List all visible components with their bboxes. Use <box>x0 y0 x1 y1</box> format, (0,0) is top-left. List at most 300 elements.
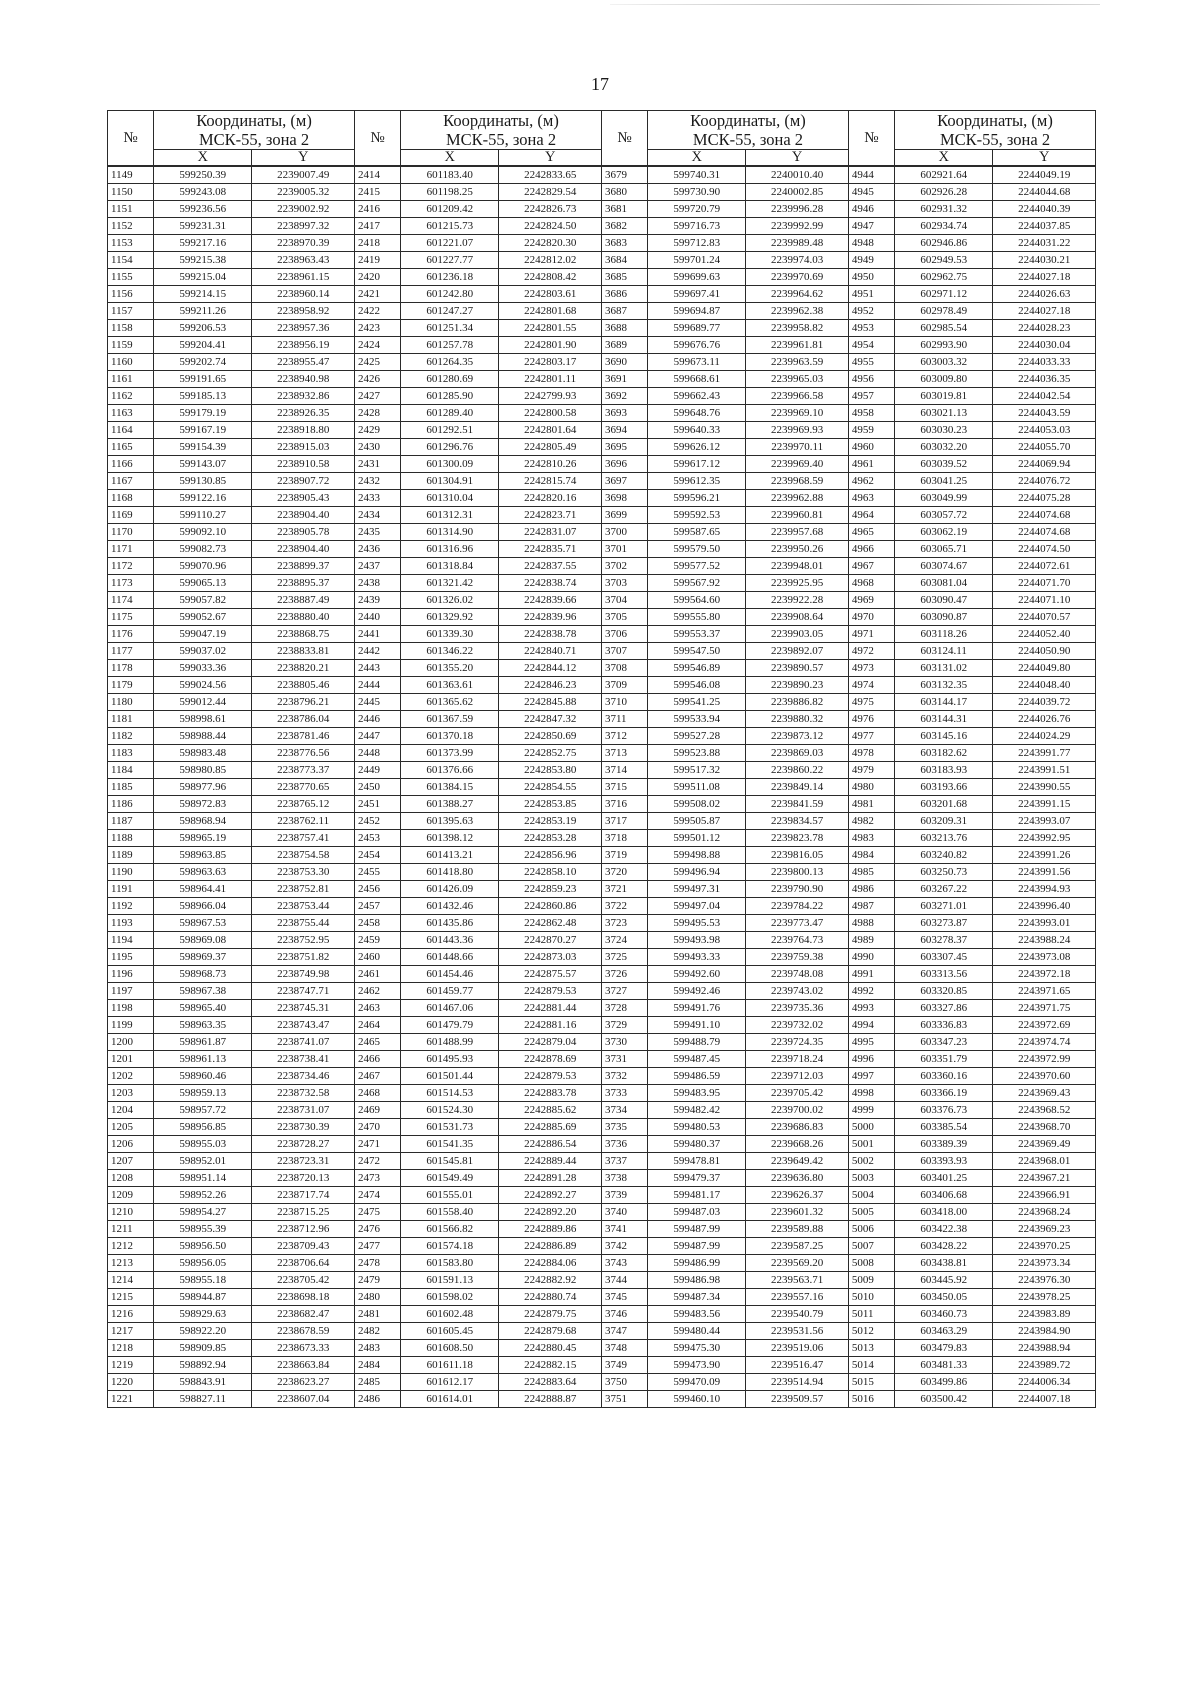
x-value: 599487.03 <box>648 1204 746 1221</box>
point-number: 1163 <box>108 405 154 422</box>
y-value: 2242853.19 <box>499 813 601 830</box>
x-value: 599626.12 <box>648 439 746 456</box>
y-value: 2242875.57 <box>499 966 601 983</box>
table-row <box>108 1017 1096 1034</box>
y-value: 2239735.36 <box>746 1000 848 1017</box>
x-value: 598956.50 <box>154 1238 252 1255</box>
point-number: 5005 <box>848 1204 894 1221</box>
y-value: 2242860.86 <box>499 898 601 915</box>
point-number: 4946 <box>848 201 894 218</box>
x-value: 599730.90 <box>648 184 746 201</box>
x-value: 601395.63 <box>401 813 499 830</box>
x-value: 601292.51 <box>401 422 499 439</box>
point-number: 5012 <box>848 1323 894 1340</box>
y-value: 2244053.03 <box>993 422 1096 439</box>
point-number: 2485 <box>354 1374 400 1391</box>
y-value: 2240002.85 <box>746 184 848 201</box>
x-value: 599517.32 <box>648 762 746 779</box>
x-value: 601602.48 <box>401 1306 499 1323</box>
coordinates-header <box>895 111 1096 150</box>
point-number: 4949 <box>848 252 894 269</box>
y-value: 2242870.27 <box>499 932 601 949</box>
x-value: 599505.87 <box>648 813 746 830</box>
x-value: 602921.64 <box>895 166 993 184</box>
y-value: 2238754.58 <box>252 847 354 864</box>
x-header: X <box>648 150 746 167</box>
point-number: 3726 <box>601 966 647 983</box>
x-value: 603144.31 <box>895 711 993 728</box>
x-value: 599211.26 <box>154 303 252 320</box>
table-row <box>108 881 1096 898</box>
x-value: 601365.62 <box>401 694 499 711</box>
y-value: 2238805.46 <box>252 677 354 694</box>
point-number: 4972 <box>848 643 894 660</box>
x-value: 599024.56 <box>154 677 252 694</box>
point-number: 1203 <box>108 1085 154 1102</box>
table-row <box>108 1051 1096 1068</box>
y-value: 2244030.21 <box>993 252 1096 269</box>
x-value: 603450.05 <box>895 1289 993 1306</box>
x-value: 599486.99 <box>648 1255 746 1272</box>
y-value: 2238773.37 <box>252 762 354 779</box>
x-value: 599533.94 <box>648 711 746 728</box>
point-number: 1182 <box>108 728 154 745</box>
point-number: 3696 <box>601 456 647 473</box>
y-value: 2244044.68 <box>993 184 1096 201</box>
y-value: 2242879.53 <box>499 1068 601 1085</box>
point-number: 4947 <box>848 218 894 235</box>
x-value: 599215.04 <box>154 269 252 286</box>
point-number: 2444 <box>354 677 400 694</box>
y-value: 2239964.62 <box>746 286 848 303</box>
point-number: 3698 <box>601 490 647 507</box>
y-value: 2239649.42 <box>746 1153 848 1170</box>
x-value: 603009.80 <box>895 371 993 388</box>
x-value: 598960.46 <box>154 1068 252 1085</box>
point-number: 2437 <box>354 558 400 575</box>
x-value: 603209.31 <box>895 813 993 830</box>
x-value: 599495.53 <box>648 915 746 932</box>
y-value: 2238776.56 <box>252 745 354 762</box>
x-value: 598909.85 <box>154 1340 252 1357</box>
y-value: 2239962.88 <box>746 490 848 507</box>
x-value: 603062.19 <box>895 524 993 541</box>
y-value: 2238741.07 <box>252 1034 354 1051</box>
y-value: 2242882.92 <box>499 1272 601 1289</box>
point-number: 4955 <box>848 354 894 371</box>
x-value: 599143.07 <box>154 456 252 473</box>
x-value: 598968.73 <box>154 966 252 983</box>
y-value: 2242873.03 <box>499 949 601 966</box>
x-value: 603481.33 <box>895 1357 993 1374</box>
x-value: 599493.98 <box>648 932 746 949</box>
point-number: 2445 <box>354 694 400 711</box>
x-value: 598963.85 <box>154 847 252 864</box>
x-value: 599154.39 <box>154 439 252 456</box>
table-row <box>108 1102 1096 1119</box>
point-number: 1166 <box>108 456 154 473</box>
table-row <box>108 235 1096 252</box>
y-value: 2239519.06 <box>746 1340 848 1357</box>
x-value: 603313.56 <box>895 966 993 983</box>
x-value: 599033.36 <box>154 660 252 677</box>
x-value: 599480.53 <box>648 1119 746 1136</box>
y-value: 2244027.18 <box>993 303 1096 320</box>
point-number: 4961 <box>848 456 894 473</box>
point-number: 1197 <box>108 983 154 1000</box>
point-number: 1154 <box>108 252 154 269</box>
y-value: 2239996.28 <box>746 201 848 218</box>
y-value: 2242801.55 <box>499 320 601 337</box>
coordinate-system: МСК-55, зона 2 <box>445 130 557 149</box>
point-number: 2420 <box>354 269 400 286</box>
point-number: 5007 <box>848 1238 894 1255</box>
point-number: 3721 <box>601 881 647 898</box>
y-value: 2238607.04 <box>252 1391 354 1408</box>
point-number: 4979 <box>848 762 894 779</box>
y-value: 2239948.01 <box>746 558 848 575</box>
point-number: 5004 <box>848 1187 894 1204</box>
x-value: 603144.17 <box>895 694 993 711</box>
point-number: 2424 <box>354 337 400 354</box>
x-value: 599470.09 <box>648 1374 746 1391</box>
point-number: 2465 <box>354 1034 400 1051</box>
x-value: 601355.20 <box>401 660 499 677</box>
point-number: 2418 <box>354 235 400 252</box>
x-value: 601432.46 <box>401 898 499 915</box>
y-value: 2239007.49 <box>252 166 354 184</box>
y-value: 2242838.74 <box>499 575 601 592</box>
x-value: 599250.39 <box>154 166 252 184</box>
x-value: 598963.63 <box>154 864 252 881</box>
x-value: 598998.61 <box>154 711 252 728</box>
table-row <box>108 1136 1096 1153</box>
y-value: 2242880.74 <box>499 1289 601 1306</box>
table-row <box>108 694 1096 711</box>
point-number: 3684 <box>601 252 647 269</box>
point-number: 1207 <box>108 1153 154 1170</box>
point-number: 3740 <box>601 1204 647 1221</box>
coordinates-title: Координаты, (м) <box>196 111 312 130</box>
y-value: 2244026.63 <box>993 286 1096 303</box>
point-number: 1178 <box>108 660 154 677</box>
coordinates-header <box>154 111 355 150</box>
x-value: 599492.60 <box>648 966 746 983</box>
y-value: 2242879.53 <box>499 983 601 1000</box>
table-row <box>108 1289 1096 1306</box>
point-number: 1150 <box>108 184 154 201</box>
point-number: 3683 <box>601 235 647 252</box>
y-value: 2243968.52 <box>993 1102 1096 1119</box>
y-value: 2242854.55 <box>499 779 601 796</box>
x-value: 603213.76 <box>895 830 993 847</box>
point-number: 4963 <box>848 490 894 507</box>
x-value: 599579.50 <box>648 541 746 558</box>
point-number: 1193 <box>108 915 154 932</box>
y-value: 2239514.94 <box>746 1374 848 1391</box>
y-value: 2238918.80 <box>252 422 354 439</box>
x-value: 599110.27 <box>154 507 252 524</box>
y-value: 2238786.04 <box>252 711 354 728</box>
y-value: 2239712.03 <box>746 1068 848 1085</box>
x-value: 601247.27 <box>401 303 499 320</box>
point-number: 2421 <box>354 286 400 303</box>
y-value: 2239800.13 <box>746 864 848 881</box>
x-value: 601242.80 <box>401 286 499 303</box>
y-value: 2239922.28 <box>746 592 848 609</box>
point-number: 4965 <box>848 524 894 541</box>
point-number: 4980 <box>848 779 894 796</box>
point-number: 3699 <box>601 507 647 524</box>
point-number: 3708 <box>601 660 647 677</box>
x-value: 603057.72 <box>895 507 993 524</box>
x-value: 599689.77 <box>648 320 746 337</box>
point-number: 3733 <box>601 1085 647 1102</box>
point-number: 2467 <box>354 1068 400 1085</box>
x-value: 601611.18 <box>401 1357 499 1374</box>
point-number: 5001 <box>848 1136 894 1153</box>
y-value: 2244074.68 <box>993 524 1096 541</box>
x-value: 603422.38 <box>895 1221 993 1238</box>
y-value: 2238720.13 <box>252 1170 354 1187</box>
point-number: 1170 <box>108 524 154 541</box>
x-value: 601531.73 <box>401 1119 499 1136</box>
table-row <box>108 847 1096 864</box>
x-value: 603090.47 <box>895 592 993 609</box>
x-value: 599065.13 <box>154 575 252 592</box>
x-value: 603267.22 <box>895 881 993 898</box>
point-number: 1157 <box>108 303 154 320</box>
y-value: 2242844.12 <box>499 660 601 677</box>
point-number: 4953 <box>848 320 894 337</box>
number-header: № <box>848 111 894 167</box>
coordinates-table <box>107 110 1096 1408</box>
point-number: 4962 <box>848 473 894 490</box>
y-header: Y <box>746 150 848 167</box>
y-value: 2243989.72 <box>993 1357 1096 1374</box>
y-value: 2238623.27 <box>252 1374 354 1391</box>
x-value: 598843.91 <box>154 1374 252 1391</box>
point-number: 2419 <box>354 252 400 269</box>
point-number: 2460 <box>354 949 400 966</box>
point-number: 2473 <box>354 1170 400 1187</box>
x-value: 599057.82 <box>154 592 252 609</box>
y-value: 2239816.05 <box>746 847 848 864</box>
point-number: 1210 <box>108 1204 154 1221</box>
point-number: 3704 <box>601 592 647 609</box>
y-value: 2242805.49 <box>499 439 601 456</box>
y-value: 2239965.03 <box>746 371 848 388</box>
x-value: 598980.85 <box>154 762 252 779</box>
y-value: 2239732.02 <box>746 1017 848 1034</box>
x-value: 601574.18 <box>401 1238 499 1255</box>
y-value: 2238705.42 <box>252 1272 354 1289</box>
x-value: 601549.49 <box>401 1170 499 1187</box>
y-value: 2242852.75 <box>499 745 601 762</box>
y-value: 2242888.87 <box>499 1391 601 1408</box>
point-number: 2428 <box>354 405 400 422</box>
point-number: 2443 <box>354 660 400 677</box>
x-value: 601454.46 <box>401 966 499 983</box>
point-number: 2483 <box>354 1340 400 1357</box>
table-row <box>108 677 1096 694</box>
point-number: 4951 <box>848 286 894 303</box>
point-number: 2454 <box>354 847 400 864</box>
point-number: 2486 <box>354 1391 400 1408</box>
x-value: 599668.61 <box>648 371 746 388</box>
y-value: 2239970.11 <box>746 439 848 456</box>
point-number: 3744 <box>601 1272 647 1289</box>
y-value: 2239860.22 <box>746 762 848 779</box>
point-number: 1218 <box>108 1340 154 1357</box>
table-row <box>108 405 1096 422</box>
x-value: 599486.59 <box>648 1068 746 1085</box>
y-value: 2239557.16 <box>746 1289 848 1306</box>
y-value: 2244050.90 <box>993 643 1096 660</box>
y-value: 2243967.21 <box>993 1170 1096 1187</box>
table-row <box>108 915 1096 932</box>
y-value: 2242839.66 <box>499 592 601 609</box>
x-value: 598929.63 <box>154 1306 252 1323</box>
point-number: 4958 <box>848 405 894 422</box>
x-value: 598963.35 <box>154 1017 252 1034</box>
point-number: 4970 <box>848 609 894 626</box>
point-number: 2433 <box>354 490 400 507</box>
y-value: 2239841.59 <box>746 796 848 813</box>
y-value: 2238731.07 <box>252 1102 354 1119</box>
point-number: 4954 <box>848 337 894 354</box>
point-number: 3706 <box>601 626 647 643</box>
x-value: 599596.21 <box>648 490 746 507</box>
point-number: 2449 <box>354 762 400 779</box>
x-value: 602962.75 <box>895 269 993 286</box>
y-value: 2238717.74 <box>252 1187 354 1204</box>
point-number: 3710 <box>601 694 647 711</box>
point-number: 2422 <box>354 303 400 320</box>
y-value: 2238682.47 <box>252 1306 354 1323</box>
y-value: 2239773.47 <box>746 915 848 932</box>
x-value: 603376.73 <box>895 1102 993 1119</box>
point-number: 1151 <box>108 201 154 218</box>
y-value: 2242885.62 <box>499 1102 601 1119</box>
x-value: 601459.77 <box>401 983 499 1000</box>
point-number: 1213 <box>108 1255 154 1272</box>
point-number: 3687 <box>601 303 647 320</box>
x-value: 599486.98 <box>648 1272 746 1289</box>
x-value: 603385.54 <box>895 1119 993 1136</box>
y-value: 2243968.24 <box>993 1204 1096 1221</box>
point-number: 4968 <box>848 575 894 592</box>
point-number: 1179 <box>108 677 154 694</box>
x-value: 603366.19 <box>895 1085 993 1102</box>
point-number: 1167 <box>108 473 154 490</box>
y-value: 2238904.40 <box>252 541 354 558</box>
point-number: 1171 <box>108 541 154 558</box>
x-value: 598959.13 <box>154 1085 252 1102</box>
point-number: 4994 <box>848 1017 894 1034</box>
y-value: 2242884.06 <box>499 1255 601 1272</box>
y-value: 2238734.46 <box>252 1068 354 1085</box>
point-number: 1155 <box>108 269 154 286</box>
point-number: 1187 <box>108 813 154 830</box>
y-value: 2243969.49 <box>993 1136 1096 1153</box>
y-value: 2239686.83 <box>746 1119 848 1136</box>
x-value: 599676.76 <box>648 337 746 354</box>
y-value: 2242801.90 <box>499 337 601 354</box>
x-value: 599491.76 <box>648 1000 746 1017</box>
table-row <box>108 558 1096 575</box>
y-value: 2242853.85 <box>499 796 601 813</box>
x-value: 601413.21 <box>401 847 499 864</box>
y-value: 2239834.57 <box>746 813 848 830</box>
x-value: 599712.83 <box>648 235 746 252</box>
point-number: 1188 <box>108 830 154 847</box>
y-header: Y <box>252 150 354 167</box>
x-value: 599555.80 <box>648 609 746 626</box>
point-number: 3746 <box>601 1306 647 1323</box>
x-value: 601541.35 <box>401 1136 499 1153</box>
point-number: 5010 <box>848 1289 894 1306</box>
point-number: 3734 <box>601 1102 647 1119</box>
y-value: 2239636.80 <box>746 1170 848 1187</box>
page-number: 17 <box>591 74 609 94</box>
point-number: 3697 <box>601 473 647 490</box>
point-number: 3735 <box>601 1119 647 1136</box>
y-value: 2242839.96 <box>499 609 601 626</box>
point-number: 4975 <box>848 694 894 711</box>
x-value: 601289.40 <box>401 405 499 422</box>
x-value: 603124.11 <box>895 643 993 660</box>
point-number: 2476 <box>354 1221 400 1238</box>
y-value: 2244006.34 <box>993 1374 1096 1391</box>
x-value: 598951.14 <box>154 1170 252 1187</box>
point-number: 3701 <box>601 541 647 558</box>
point-number: 2480 <box>354 1289 400 1306</box>
y-value: 2242799.93 <box>499 388 601 405</box>
table-row <box>108 1085 1096 1102</box>
x-value: 603041.25 <box>895 473 993 490</box>
x-value: 603131.02 <box>895 660 993 677</box>
table-row <box>108 439 1096 456</box>
point-number: 1164 <box>108 422 154 439</box>
y-value: 2239700.02 <box>746 1102 848 1119</box>
x-value: 603360.16 <box>895 1068 993 1085</box>
y-value: 2239886.82 <box>746 694 848 711</box>
point-number: 3688 <box>601 320 647 337</box>
table-row <box>108 524 1096 541</box>
coordinate-system: МСК-55, зона 2 <box>939 130 1051 149</box>
point-number: 2431 <box>354 456 400 473</box>
y-value: 2239890.57 <box>746 660 848 677</box>
y-value: 2239974.03 <box>746 252 848 269</box>
x-value: 603500.42 <box>895 1391 993 1408</box>
y-value: 2239880.32 <box>746 711 848 728</box>
y-value: 2239970.69 <box>746 269 848 286</box>
x-value: 601418.80 <box>401 864 499 881</box>
point-number: 3680 <box>601 184 647 201</box>
x-value: 599498.88 <box>648 847 746 864</box>
point-number: 2415 <box>354 184 400 201</box>
y-value: 2244049.80 <box>993 660 1096 677</box>
scan-top-edge <box>610 4 1100 5</box>
y-value: 2243984.90 <box>993 1323 1096 1340</box>
y-value: 2238956.19 <box>252 337 354 354</box>
table-row <box>108 269 1096 286</box>
table-row <box>108 762 1096 779</box>
y-value: 2238751.82 <box>252 949 354 966</box>
x-value: 599577.52 <box>648 558 746 575</box>
y-value: 2243973.34 <box>993 1255 1096 1272</box>
